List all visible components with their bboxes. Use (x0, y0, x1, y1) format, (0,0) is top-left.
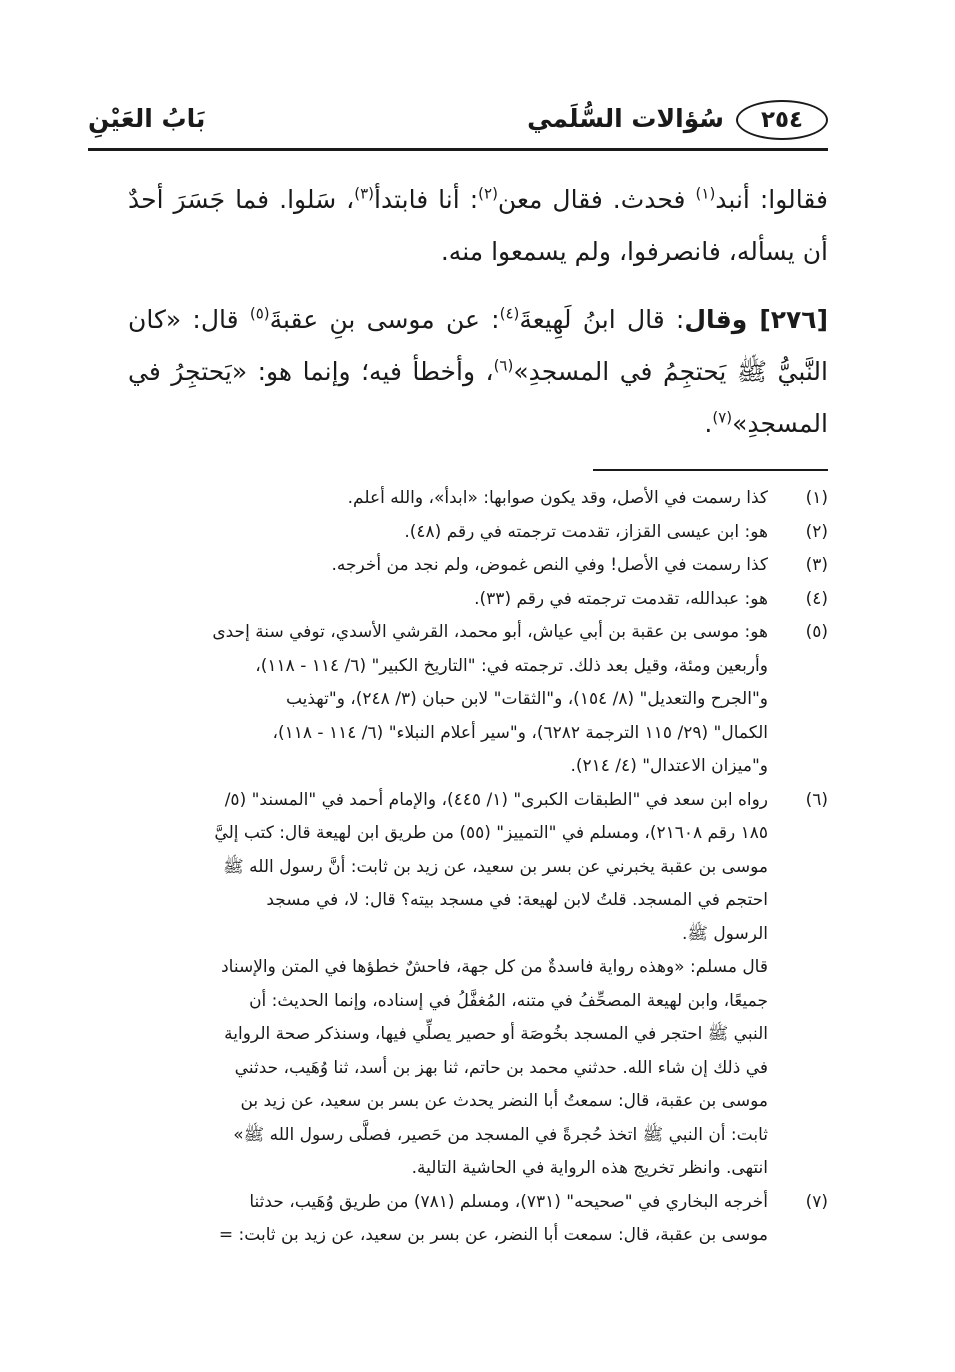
main-text (128, 174, 828, 450)
footnote-line: كذا رسمت في الأصل، وقد يكون صوابها: «ابدأ»، والله أعلم. (347, 488, 768, 508)
text-run: فقالوا: أنبد (715, 185, 828, 214)
footnote (128, 482, 828, 516)
entry-number: [٢٧٦] (759, 305, 828, 334)
paragraph (128, 174, 828, 278)
footnote (128, 616, 828, 784)
footnote-number: (٦) (805, 789, 828, 810)
page-header (88, 96, 828, 151)
footnote-line: أخرجه البخاري في "صحيحه" (٧٣١)، ومسلم (٧٨١) من طريق وُهَيب، حدثنا (249, 1191, 768, 1212)
footnote (128, 784, 828, 1186)
footnote-line: قال مسلم: «وهذه رواية فاسدةٌ من كل جهة، فاحشٌ خطؤها في المتن والإسناد (221, 957, 768, 977)
text-run: قال: «كان النَّبيُّ ﷺ يَحتجِمُ في المسجدِ» (128, 305, 828, 386)
footnote-line: النبي ﷺ احتجر في المسجد بخُوصَة أو حصير يصلِّي فيها، وسنذكر صحة الرواية (224, 1024, 768, 1044)
footnote-line: موسى بن عقبة، قال: سمعت أبا النضر، عن بسر بن سعيد، عن زيد بن ثابت: = (218, 1225, 768, 1245)
footnote (128, 516, 828, 550)
text-run: : عن موسى بنِ عقبةَ (269, 305, 500, 334)
text-run: : قال ابنُ لَهِيعةَ (519, 305, 685, 334)
footnote-line: هو: موسى بن عقبة بن أبي عياش، أبو محمد، القرشي الأسدي، توفي سنة إحدى (212, 622, 768, 642)
footnote-number: (١) (805, 488, 828, 508)
footnote-line: كذا رسمت في الأصل! وفي النص غموض، ولم نجد من أخرجه. (331, 555, 768, 575)
footnote-ref: (٥) (249, 304, 270, 323)
footnote-number: (٢) (805, 521, 828, 542)
footnote-line: رواه ابن سعد في "الطبقات الكبرى" (١/ ٤٤٥)، والإمام أحمد في "المسند" (٥/ (224, 789, 768, 810)
footnote-number: (٧) (805, 1191, 828, 1212)
page-number: ٢٥٤ (736, 100, 828, 140)
footnote-line: و"ميزان الاعتدال" (٤/ ٢١٤). (570, 756, 768, 776)
footnote-ref: (٢) (478, 184, 498, 203)
footnote-number: (٥) (805, 622, 828, 642)
footnote (128, 549, 828, 583)
footnote-line: موسى بن عقبة، قال: سمعتُ أبا النضر يحدث عن بسر بن سعيد، عن زيد بن (240, 1091, 768, 1111)
text-run: ، وأخطأ فيه؛ وإنما هو: «يَحتجِرُ في المسجدِ» (128, 357, 828, 438)
footnote-line: هو: عبدالله، تقدمت ترجمته في رقم (٣٣). (474, 588, 768, 609)
entry-lead: وقال (684, 305, 760, 334)
footnote-line: ثابت: أن النبي ﷺ اتخذ حُجرةً في المسجد من حَصير، فصلَّى رسول الله ﷺ» (233, 1124, 768, 1145)
footnote-number: (٤) (805, 588, 828, 609)
footnote-line: جميعًا، وابن لهيعة المصحِّفُ في متنه، المُغفَّلُ في إسناده، وإنما الحديث: أن (249, 990, 768, 1011)
text-run: . (704, 409, 713, 438)
book-title: سُؤالات السُّلَمي (527, 104, 724, 133)
footnote-ref: (٤) (499, 304, 520, 323)
footnote-line: و"الجرح والتعديل" (٨/ ١٥٤)، و"الثقات" لابن حبان (٣/ ٢٤٨)، و"تهذيب (285, 689, 768, 709)
chapter-title: بَابُ العَيْنِ (88, 104, 206, 133)
footnote-number: (٣) (805, 555, 828, 575)
footnote-ref: (١) (695, 184, 716, 203)
footnote-line: انتهى. وانظر تخريج هذه الرواية في الحاشية التالية. (411, 1158, 768, 1178)
footnote-line: موسى بن عقبة يخبرني عن بسر بن سعيد، عن زيد بن ثابت: أنَّ رسول الله ﷺ (223, 856, 768, 877)
footnotes (128, 482, 828, 1253)
footnote (128, 583, 828, 617)
entry-paragraph (128, 294, 828, 450)
footnote-line: الكمال" (٢٩/ ١١٥ الترجمة ٦٢٨٢)، و"سير أعلام النبلاء" (٦/ ١١٤ - ١١٨)، (272, 722, 768, 743)
footnote-line: هو: ابن عيسى القزاز، تقدمت ترجمته في رقم (٤٨). (404, 521, 768, 542)
footnote-line: وأربعين ومئة، وقيل بعد ذلك. ترجمته في: "التاريخ الكبير" (٦/ ١١٤ - ١١٨)، (255, 655, 768, 676)
footnote-ref: (٧) (712, 408, 733, 427)
footnote-ref: (٦) (493, 356, 514, 375)
footnote-line: في ذلك إن شاء الله. حدثني محمد بن حاتم، ثنا بهز بن أسد، ثنا وُهَيب، حدثني (234, 1057, 768, 1078)
footnote-line: الرسول ﷺ. (681, 923, 768, 944)
footnote-line: ١٨٥ رقم ٢١٦٠٨)، ومسلم في "التمييز" (٥٥) من طريق ابن لهيعة قال: كتب إليَّ (214, 823, 768, 843)
text-run: فحدث. فقال معن (497, 185, 696, 214)
text-run: : أنا فابتدأ (374, 185, 479, 214)
footnote-separator (593, 469, 828, 471)
footnote-ref: (٣) (354, 184, 375, 203)
text-run: ، سَلوا. فما جَسَرَ أحدٌ أن يسأله، فانصرفوا، ولم يسمعوا منه. (128, 185, 828, 266)
footnote (128, 1186, 828, 1253)
footnote-line: احتجم في المسجد. قلتُ لابن لهيعة: في مسجد بيته؟ قال: لا، في مسجد (266, 890, 768, 910)
